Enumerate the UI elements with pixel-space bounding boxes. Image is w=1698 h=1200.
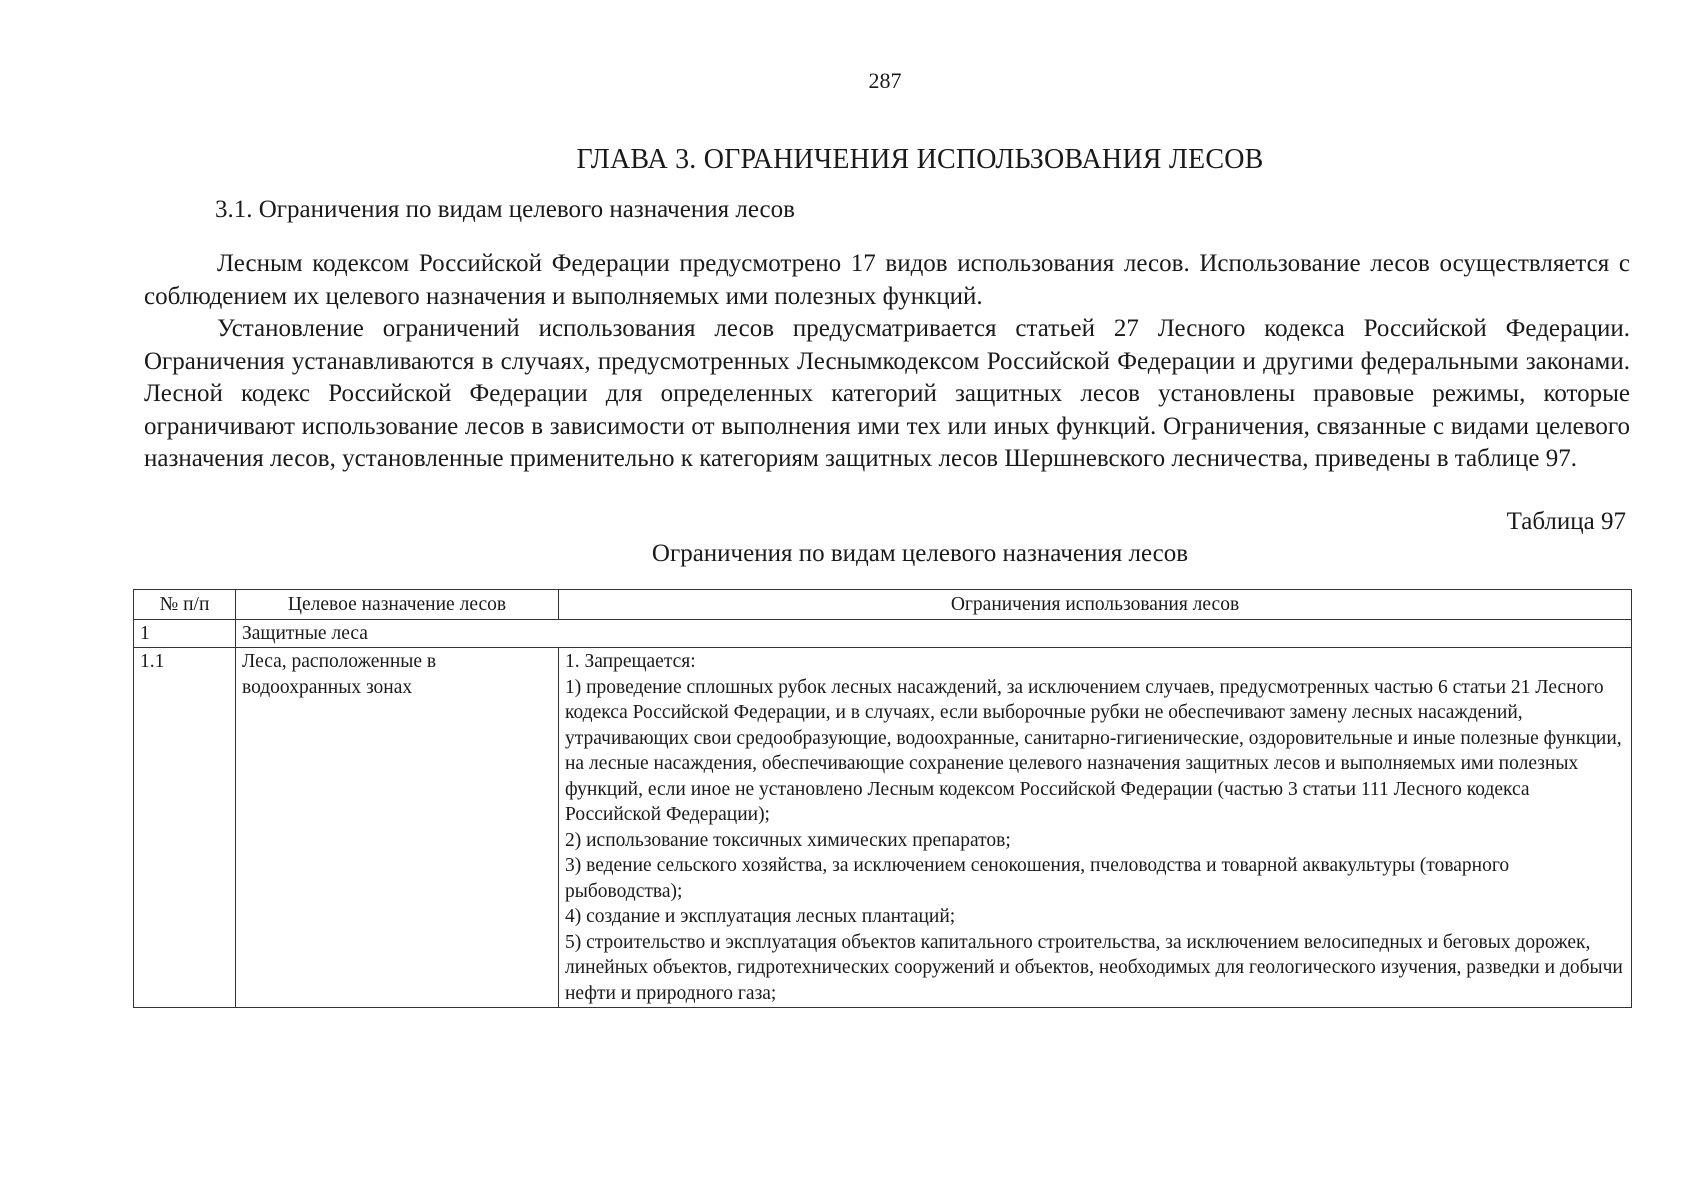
restriction-item-5: 5) строительство и эксплуатация объектов капитального строительства, за исключением велосипедных и беговых дорожек, линейных объектов, гидротехнических сооружений и объектов, необходимых для геологического изучения, разведки и добычи нефти и природного газа; bbox=[565, 931, 1623, 1004]
table-caption: Ограничения по видам целевого назначения лесов bbox=[651, 540, 1189, 567]
header-restrictions: Ограничения использования лесов bbox=[559, 590, 1632, 620]
group-title: Защитные леса bbox=[236, 619, 1632, 648]
restriction-item-3: 3) ведение сельского хозяйства, за исключением сенокошения, пчеловодства и товарной аквакультуры (товарного рыбоводства); bbox=[565, 855, 1510, 902]
row-restrictions bbox=[559, 648, 1632, 1008]
header-purpose: Целевое назначение лесов bbox=[236, 590, 559, 620]
row-purpose: Леса, расположенные в водоохранных зонах bbox=[236, 648, 559, 1008]
table-header-row bbox=[134, 590, 1632, 620]
header-num: № п/п bbox=[134, 590, 236, 620]
restriction-item-4: 4) создание и эксплуатация лесных плантаций; bbox=[565, 906, 956, 927]
group-num: 1 bbox=[134, 619, 236, 648]
restriction-item-2: 2) использование токсичных химических препаратов; bbox=[565, 829, 1011, 851]
paragraph-1: Лесным кодексом Российской Федерации предусмотрено 17 видов использования лесов. Использование лесов осуществляется с соблюдением их целевого назначения и выполняемых ими полезных функций. bbox=[144, 250, 1630, 310]
table-group-row bbox=[134, 619, 1632, 648]
restrictions-table bbox=[133, 589, 1632, 1008]
body-text bbox=[144, 248, 1630, 476]
chapter-title: ГЛАВА 3. ОГРАНИЧЕНИЯ ИСПОЛЬЗОВАНИЯ ЛЕСОВ bbox=[576, 144, 1264, 175]
table-row bbox=[134, 648, 1632, 1008]
section-title: 3.1. Ограничения по видам целевого назначения лесов bbox=[215, 196, 795, 223]
row-num: 1.1 bbox=[134, 648, 236, 1008]
restriction-heading: 1. Запрещается: bbox=[565, 651, 696, 672]
page-number: 287 bbox=[868, 68, 902, 93]
restriction-item-1: 1) проведение сплошных рубок лесных насаждений, за исключением случаев, предусмотренных частью 6 статьи 21 Лесного кодекса Российской Федерации, и в случаях, если выборочные рубки не обеспечивают замену лесных насаждений, утрачивающих свои средообразующие, водоохранные, санитарно-гигиенические, оздоровительные и иные полезные функции, на лесные насаждения, обеспечивающие сохранение целевого назначения защитных лесов и выполняемых ими полезных функций, если иное не установлено Лесным кодексом Российской Федерации (частью 3 статьи 111 Лесного кодекса Российской Федерации); bbox=[565, 676, 1622, 825]
table-label: Таблица 97 bbox=[1506, 508, 1626, 535]
paragraph-2: Установление ограничений использования лесов предусматривается статьей 27 Лесного кодекса Российской Федерации. Ограничения устанавливаются в случаях, предусмотренных Леснымкодексом Российской Федерации и другими федеральными законами. Лесной кодекс Российской Федерации для определенных категорий защитных лесов установлены правовые режимы, которые ограничивают использование лесов в зависимости от выполнения ими тех или иных функций. Ограничения, связанные с видами целевого назначения лесов, установленные применительно к категориям защитных лесов Шершневского лесничества, приведены в таблице 97. bbox=[144, 315, 1630, 472]
